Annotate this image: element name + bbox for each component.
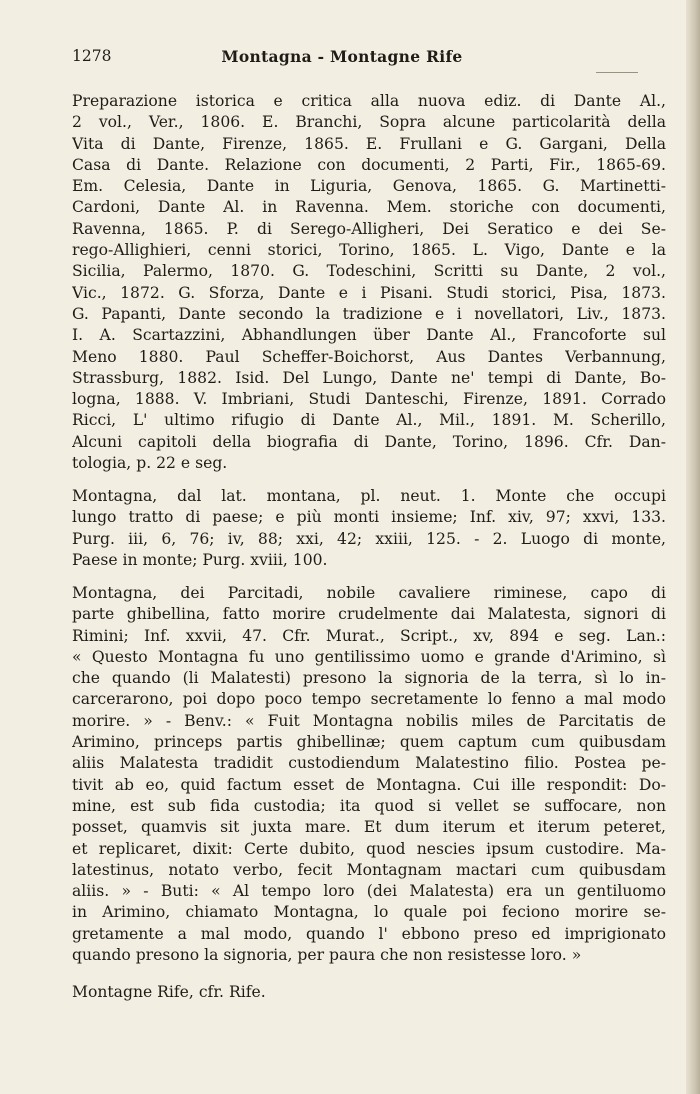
entry-montagna-1 [72,486,666,571]
text-line: carcerarono, poi dopo poco tempo secretamente lo fenno a mal modo [72,690,666,709]
text-line: Vic., 1872. G. Sforza, Dante e i Pisani. Studi storici, Pisa, 1873. [72,283,666,302]
text-line: Casa di Dante. Relazione con documenti, 2 Parti, Fir., 1865-69. [72,155,666,174]
text-line: « Questo Montagna fu uno gentilissimo uomo e grande d'Arimino, sì [72,647,666,666]
text-line: Cardoni, Dante Al. in Ravenna. Mem. storiche con documenti, [72,198,666,217]
text-line: quando presono la signoria, per paura che non resistesse loro. » [72,946,582,965]
text-line: Purg. iii, 6, 76; iv, 88; xxi, 42; xxiii, 125. - 2. Luogo di monte, [72,529,666,548]
text-line: Rimini; Inf. xxvii, 47. Cfr. Murat., Script., xv, 894 e seg. Lan.: [72,626,666,645]
text-line: lungo tratto di paese; e più monti insieme; Inf. xiv, 97; xxvi, 133. [72,508,666,527]
text-line: Montagna, dal lat. montana, pl. neut. 1. Monte che occupi [72,487,666,505]
text-line: Sicilia, Palermo, 1870. G. Todeschini, Scritti su Dante, 2 vol., [72,262,666,281]
text-line: morire. » - Benv.: « Fuit Montagna nobilis miles de Parcitatis de [72,711,666,730]
book-page [72,0,666,1094]
text-line: Strassburg, 1882. Isid. Del Lungo, Dante ne' tempi di Dante, Bo- [72,368,666,387]
text-line: gretamente a mal modo, quando l' ebbono preso ed imprigionato [72,924,666,943]
page-header [72,47,666,69]
text-line: rego-Allighieri, cenni storici, Torino, 1865. L. Vigo, Dante e la [72,241,666,260]
bibliography-paragraph [72,91,666,474]
text-line: che quando (li Malatesti) presono la signoria de la terra, sì lo in- [72,669,666,688]
text-line: Paese in monte; Purg. xviii, 100. [72,550,328,569]
text-line: Meno 1880. Paul Scheffer-Boichorst, Aus Dantes Verbannung, [72,347,666,366]
text-line: latestinus, notato verbo, fecit Montagnam mactari cum quibusdam [72,860,666,879]
text-line: logna, 1888. V. Imbriani, Studi Danteschi, Firenze, 1891. Corrado [72,390,666,409]
text-line: Em. Celesia, Dante in Liguria, Genova, 1865. G. Martinetti- [72,177,666,196]
text-line: tivit ab eo, quid factum esset de Montagna. Cui ille respondit: Do- [72,775,666,794]
text-line: posset, quamvis sit juxta mare. Et dum iterum et iterum peteret, [72,818,666,837]
text-line: parte ghibellina, fatto morire crudelmente dai Malatesta, signori di [72,605,666,624]
text-line: et replicaret, dixit: Certe dubito, quod nescies ipsum custodire. Ma- [72,839,666,858]
text-line: Arimino, princeps partis ghibellinæ; quem captum cum quibusdam [72,733,666,752]
text-line: mine, est sub fida custodia; ita quod si vellet se suffocare, non [72,796,666,815]
text-line: Ricci, L' ultimo rifugio di Dante Al., Mil., 1891. M. Scherillo, [72,411,666,430]
page-edge [686,0,700,1094]
text-line: aliis Malatesta tradidit custodiendum Malatestino filio. Postea pe- [72,754,666,773]
entry-montagne-rife [72,982,666,1003]
text-line: tologia, p. 22 e seg. [72,454,228,473]
text-line: Montagna, dei Parcitadi, nobile cavaliere riminese, capo di [72,584,666,602]
text-line: 2 vol., Ver., 1806. E. Branchi, Sopra alcune particolarità della [72,113,666,132]
entry-montagna-2 [72,583,666,966]
text-line: aliis. » - Buti: « Al tempo loro (dei Malatesta) era un gentiluomo [72,882,666,901]
text-line: Ravenna, 1865. P. di Serego-Alligheri, Dei Seratico e dei Se- [72,219,666,238]
text-line: in Arimino, chiamato Montagna, lo quale poi feciono morire se- [72,903,666,922]
text-line: Montagne Rife, cfr. Rife. [72,983,266,1001]
text-line: I. A. Scartazzini, Abhandlungen über Dante Al., Francoforte sul [72,326,666,345]
text-line: Alcuni capitoli della biografia di Dante, Torino, 1896. Cfr. Dan- [72,432,666,451]
page-number: 1278 [72,47,112,65]
text-line: Preparazione istorica e critica alla nuova ediz. di Dante Al., [72,92,666,110]
running-head: Montagna - Montagne Rife [221,47,463,66]
text-line: Vita di Dante, Firenze, 1865. E. Frullani e G. Gargani, Della [72,134,666,153]
text-line: G. Papanti, Dante secondo la tradizione e i novellatori, Liv., 1873. [72,304,666,323]
header-rule [596,72,638,73]
